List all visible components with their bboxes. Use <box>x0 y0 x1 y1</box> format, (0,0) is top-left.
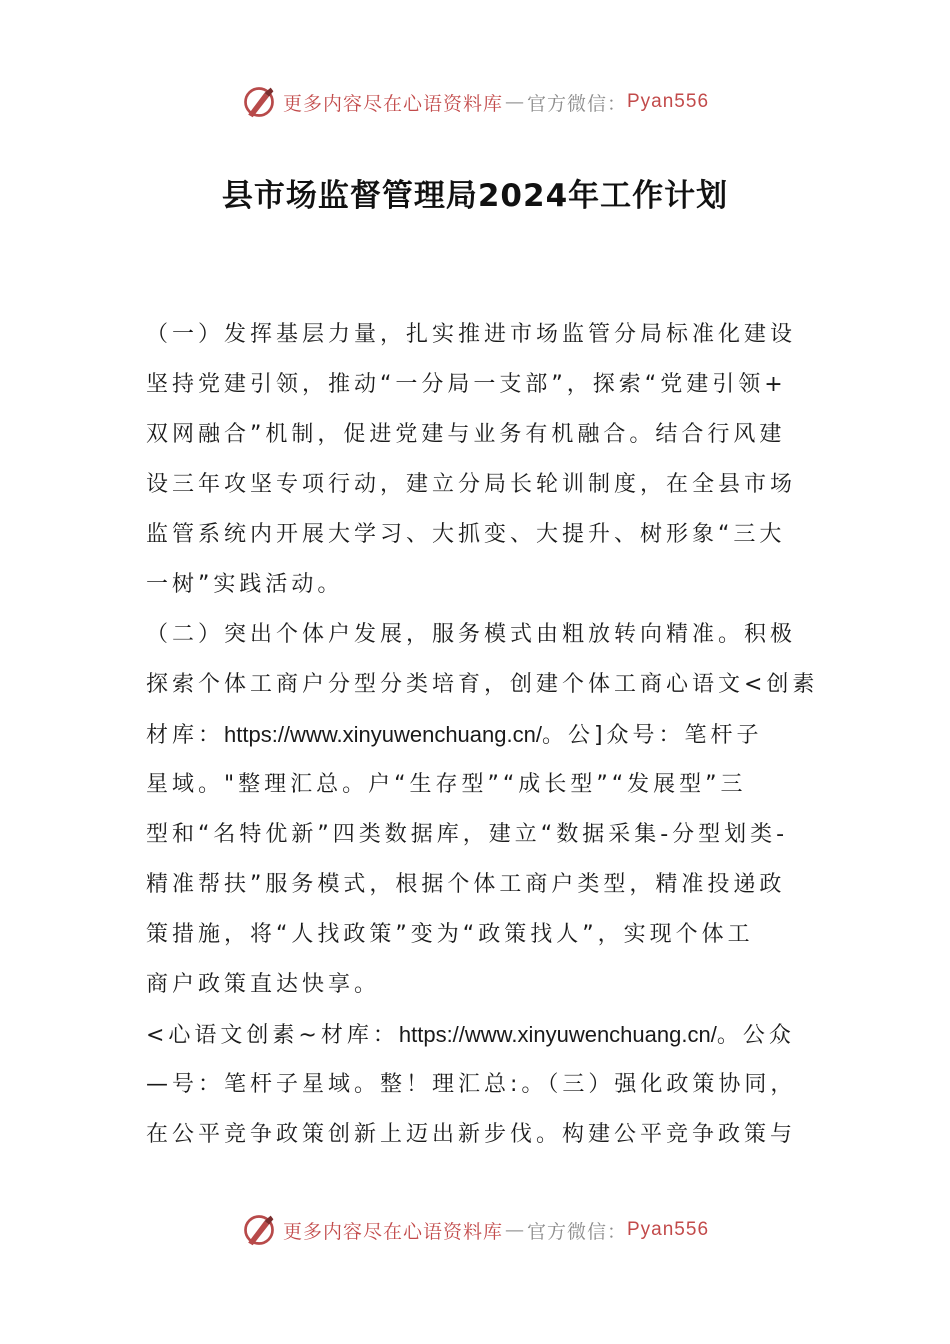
line-segment: 策措施，将“人找政策”变为“政策找人”，实现个体工 <box>146 922 754 947</box>
banner-text: 更多内容尽在心语资料库 <box>282 92 503 115</box>
banner-wechat-id: Pyan556 <box>627 1219 710 1240</box>
line-segment: 材库： <box>146 723 225 748</box>
text-line <box>146 410 806 460</box>
line-segment: 设三年攻坚专项行动，建立分局长轮训制度，在全县市场 <box>146 472 797 497</box>
line-segment: 探索个体工商户分型分类培育，创建个体工商心语文<创素 <box>146 672 819 697</box>
text-line <box>146 1110 806 1160</box>
pen-nib-seal-icon <box>241 1212 277 1248</box>
line-segment: （二）突出个体户发展，服务模式由粗放转向精准。积极 <box>146 622 797 647</box>
text-line <box>146 460 806 510</box>
text-line <box>146 510 806 560</box>
line-segment: —号：笔杆子星域。整！理汇总:。（三）强化政策协同， <box>146 1072 797 1097</box>
header-watermark-banner <box>0 84 950 120</box>
text-line <box>146 610 806 660</box>
url-text: https://www.xinyuwenchuang.cn/ <box>398 1022 717 1047</box>
line-segment: 监管系统内开展大学习、大抓变、大提升、树形象“三大 <box>146 522 786 547</box>
document-body <box>146 310 819 1160</box>
text-line <box>146 310 806 360</box>
line-segment: 。公众 <box>716 1023 795 1048</box>
line-segment: 型和“名特优新”四类数据库，建立“数据采集-分型划类- <box>146 822 789 847</box>
text-line <box>146 1010 806 1060</box>
banner-wechat-id: Pyan556 <box>627 91 710 112</box>
line-segment: 星域。"整理汇总。户“生存型”“成长型”“发展型”三 <box>146 772 747 797</box>
text-line <box>146 960 806 1010</box>
banner-separator: — <box>504 91 525 113</box>
line-segment: 坚持党建引领，推动“一分局一支部”，探索“党建引领+ <box>146 372 787 397</box>
text-line <box>146 760 806 810</box>
banner-official-label: 官方微信： <box>526 92 627 115</box>
banner-separator: — <box>504 1219 525 1241</box>
banner-official-label: 官方微信： <box>526 1220 627 1243</box>
line-segment: 一树”实践活动。 <box>146 572 344 597</box>
footer-watermark-banner <box>0 1212 950 1248</box>
text-line <box>146 560 806 610</box>
text-line <box>146 1060 806 1110</box>
line-segment: 商户政策直达快享。 <box>146 972 381 997</box>
text-line <box>146 860 806 910</box>
url-text: https://www.xinyuwenchuang.cn/ <box>224 722 542 747</box>
text-line <box>146 710 806 760</box>
line-segment: <心语文创素~材库： <box>146 1023 399 1048</box>
banner-text: 更多内容尽在心语资料库 <box>282 1220 503 1243</box>
pen-nib-seal-icon <box>241 84 277 120</box>
line-segment: （一）发挥基层力量，扎实推进市场监管分局标准化建设 <box>146 322 797 347</box>
text-line <box>146 660 819 710</box>
line-segment: 精准帮扶”服务模式，根据个体工商户类型，精准投递政 <box>146 872 786 897</box>
line-segment: 在公平竞争政策创新上迈出新步伐。构建公平竞争政策与 <box>146 1122 797 1147</box>
text-line <box>146 910 806 960</box>
document-title: 县市场监督管理局2024年工作计划 <box>221 178 729 214</box>
text-line <box>146 360 806 410</box>
line-segment: 。公]众号：笔杆子 <box>541 723 763 748</box>
line-segment: 双网融合”机制，促进党建与业务有机融合。结合行风建 <box>146 422 786 447</box>
text-line <box>146 810 806 860</box>
